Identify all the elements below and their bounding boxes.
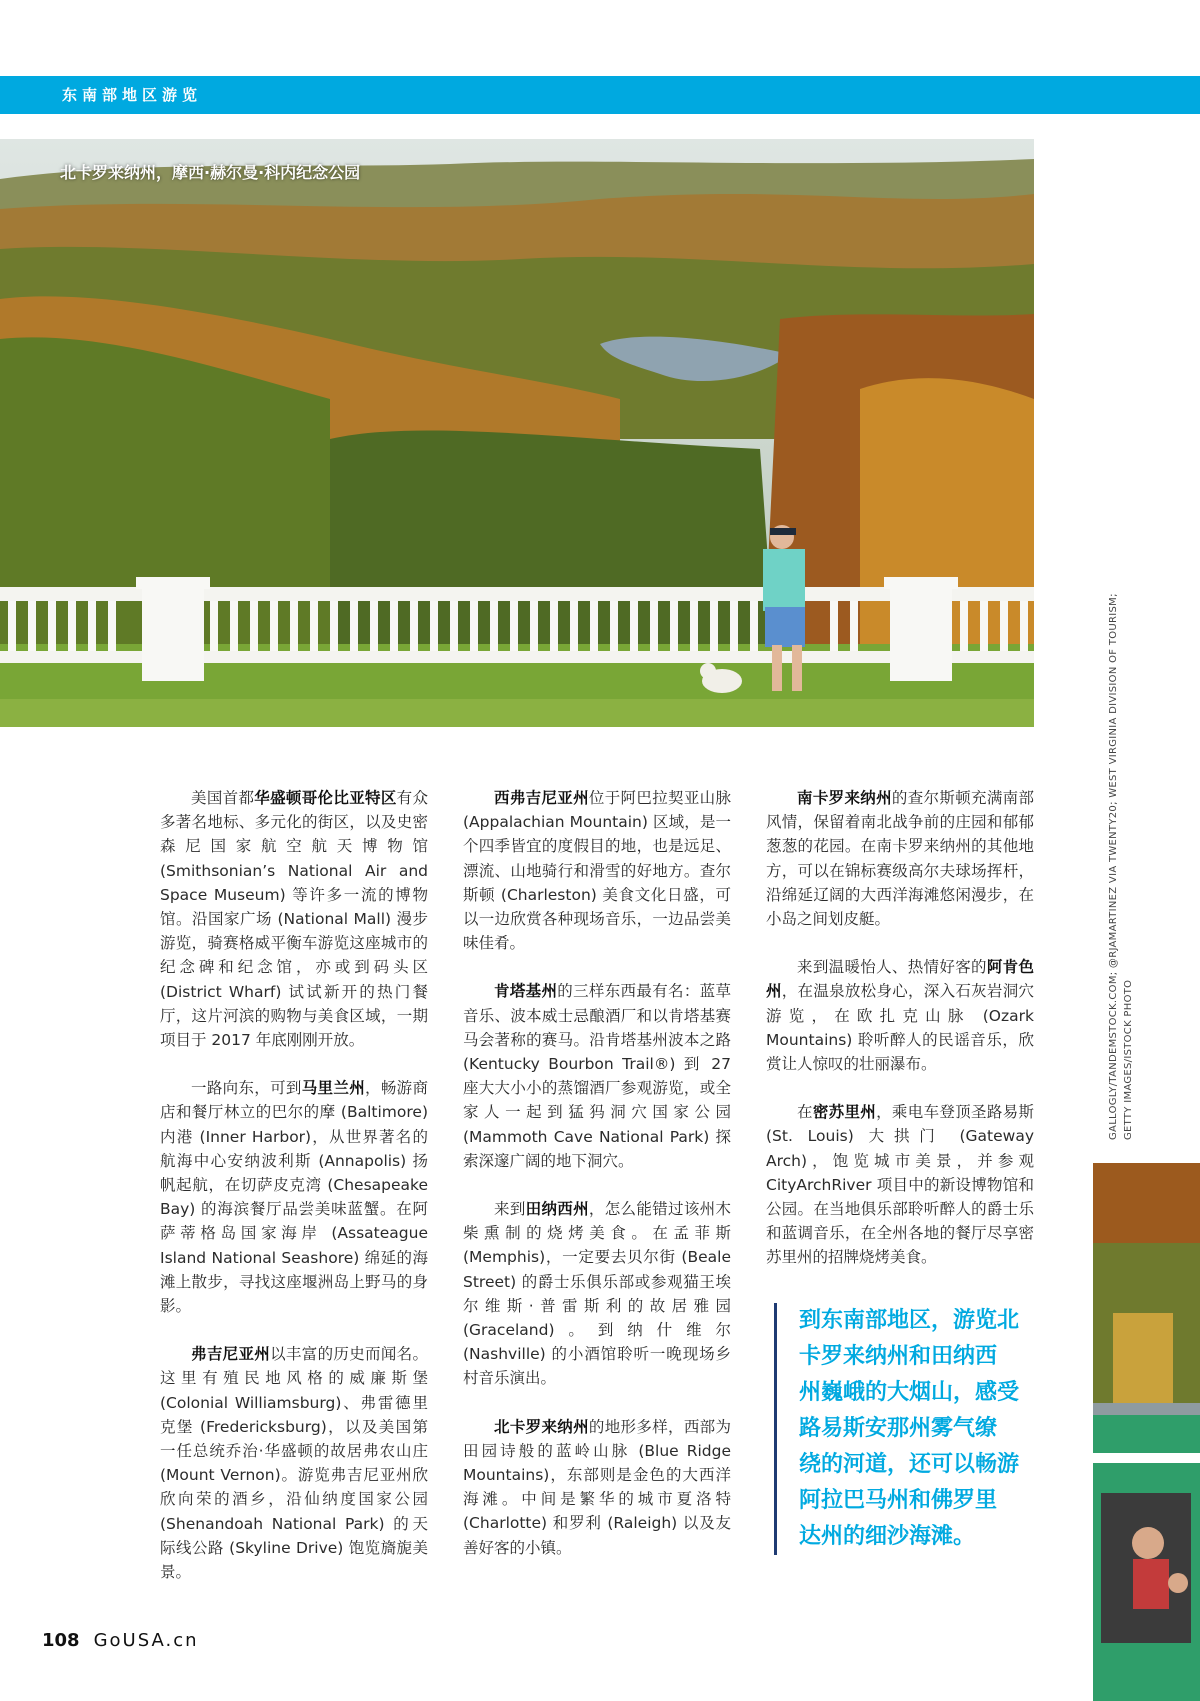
- pull-quote-line: 阿拉巴马州和佛罗里: [799, 1488, 998, 1513]
- place-name: 弗吉尼亚州: [191, 1345, 271, 1364]
- page-footer: [42, 1630, 199, 1651]
- paragraph-body: 的地形多样，西部为田园诗般的蓝岭山脉 (Blue Ridge Mountains)，东部则是金色的大西洋海滩。中间是繁华的城市夏洛特 (Charlotte) 和罗利 (Raleigh) 以及友善好客的小镇。: [463, 1417, 731, 1557]
- pull-quote-line: 达州的细沙海滩。: [799, 1524, 976, 1549]
- paragraph-body: ，怎么能错过该州木柴熏制的烧烤美食。在孟菲斯 (Memphis)，一定要去贝尔街 (Beale Street) 的爵士乐俱乐部或参观猫王埃尔维斯·普雷斯利的故居雅园 (Graceland)。到纳什维尔 (Nashville) 的小酒馆聆听一晚现场乡村音乐演出。: [463, 1200, 731, 1388]
- paragraph-virginia: [160, 1342, 428, 1584]
- pull-quote-line: 州巍峨的大烟山，感受: [799, 1380, 1020, 1405]
- place-name: 北卡罗来纳州: [494, 1417, 589, 1436]
- hero-photo: [0, 139, 1034, 727]
- site-name: GoUSA.cn: [93, 1630, 199, 1651]
- paragraph-washington-dc: [160, 786, 428, 1052]
- pull-quote-line: 路易斯安那州雾气缭: [799, 1416, 998, 1441]
- paragraph-lead: 一路向东，可到: [191, 1079, 302, 1098]
- paragraph-north-carolina: [463, 1415, 731, 1560]
- paragraph-lead: 来到: [494, 1200, 526, 1219]
- place-name: 阿肯色州: [766, 958, 1034, 1001]
- paragraph-missouri: [766, 1100, 1034, 1269]
- section-header-bar: [0, 76, 1200, 114]
- paragraph-kentucky: [463, 979, 731, 1173]
- pull-quote-line: 卡罗来纳州和田纳西: [799, 1344, 998, 1369]
- paragraph-body: ，畅游商店和餐厅林立的巴尔的摩 (Baltimore) 内港 (Inner Harbor)，从世界著名的航海中心安纳波利斯 (Annapolis) 扬帆起航，在切萨皮克湾 (Chesapeake Bay) 的海滨餐厅品尝美味蓝蟹。在阿萨蒂格岛国家海岸 (Assateague Island National Seashore) 绵延的海滩上散步，寻找这座堰洲岛上野马的身影。: [160, 1079, 428, 1316]
- paragraph-tennessee: [463, 1197, 731, 1391]
- paragraph-lead: 在: [797, 1103, 813, 1122]
- photo-credit: [1106, 580, 1142, 1140]
- paragraph-west-virginia: [463, 786, 731, 955]
- page-number: 108: [42, 1630, 80, 1651]
- paragraph-lead: 来到温暖怡人、热情好客的: [797, 958, 987, 977]
- place-name: 田纳西州: [525, 1200, 589, 1219]
- paragraph-body: ，乘电车登顶圣路易斯 (St. Louis) 大拱门 (Gateway Arch)，饱览城市美景，并参观 CityArchRiver 项目中的新设博物馆和公园。在当地俱乐部聆听醉人的爵士乐和蓝调音乐，在全州各地的餐厅尽享密苏里州的招牌烧烤美食。: [766, 1103, 1034, 1267]
- pull-quote-line: 到东南部地区，游览北: [799, 1308, 1020, 1333]
- paragraph-body: ，在温泉放松身心，深入石灰岩洞穴游览，在欧扎克山脉 (Ozark Mountains) 聆听醉人的民谣音乐，欣赏让人惊叹的壮丽瀑布。: [766, 982, 1034, 1074]
- paragraph-lead: 美国首都: [191, 789, 255, 807]
- pull-quote-line: 绕的河道，还可以畅游: [799, 1452, 1020, 1477]
- place-name: 华盛顿哥伦比亚特区: [254, 789, 397, 807]
- place-name: 马里兰州: [301, 1079, 366, 1098]
- paragraph-south-carolina: [766, 786, 1034, 931]
- paragraph-arkansas: [766, 955, 1034, 1076]
- paragraph-body: 有众多著名地标、多元化的街区，以及史密森尼国家航空航天博物馆 (Smithsonian’s National Air and Space Museum) 等许多一流的博物馆。沿国家广场 (National Mall) 漫步游览，骑赛格威平衡车游览这座城市的纪念碑和纪念馆，亦或到码头区 (District Wharf) 试试新开的热门餐厅，这片河滨的购物与美食区域，一期项目于 2017 年底刚刚开放。: [160, 789, 428, 1050]
- credit-line-2: GETTY IMAGES/ISTOCK PHOTO: [1123, 979, 1134, 1140]
- paragraph-body: 位于阿巴拉契亚山脉 (Appalachian Mountain) 区域，是一个四季皆宜的度假目的地，也是远足、漂流、山地骑行和滑雪的好地方。查尔斯顿 (Charleston) 美食文化日盛，可以一边欣赏各种现场音乐，一边品尝美味佳肴。: [463, 789, 731, 953]
- article-column-3: [766, 786, 1034, 1294]
- article-column-2: [463, 786, 731, 1584]
- place-name: 肯塔基州: [494, 982, 558, 1001]
- credit-line-1: GALLOGLY/TANDEMSTOCK.COM; @RJAMARTINEZ VIA TWENTY20; WEST VIRGINIA DIVISION OF TOURISM;: [1108, 593, 1119, 1140]
- hero-photo-illustration: [0, 139, 1034, 727]
- side-photo-trolley: [1093, 1163, 1200, 1701]
- place-name: 西弗吉尼亚州: [494, 789, 589, 807]
- article-column-1: [160, 786, 428, 1608]
- paragraph-maryland: [160, 1076, 428, 1318]
- place-name: 密苏里州: [812, 1103, 877, 1122]
- side-photo-illustration: [1093, 1163, 1200, 1701]
- paragraph-body: 以丰富的历史而闻名。这里有殖民地风格的威廉斯堡 (Colonial Williamsburg)、弗雷德里克堡 (Fredericksburg)，以及美国第一任总统乔治·华盛顿的故居弗农山庄 (Mount Vernon)。游览弗吉尼亚州欣欣向荣的酒乡，沿仙纳度国家公园 (Shenandoah National Park) 的天际线公路 (Skyline Drive) 饱览旖旎美景。: [160, 1345, 428, 1582]
- paragraph-body: 的三样东西最有名：蓝草音乐、波本威士忌酿酒厂和以肯塔基赛马会著称的赛马。沿肯塔基州波本之路 (Kentucky Bourbon Trail®) 到 27 座大大小小的蒸馏酒厂参观游览，或全家人一起到猛犸洞穴国家公园 (Mammoth Cave National Park) 探索深邃广阔的地下洞穴。: [463, 982, 731, 1170]
- place-name: 南卡罗来纳州: [797, 789, 892, 807]
- pull-quote: [774, 1303, 1081, 1555]
- paragraph-body: 的查尔斯顿充满南部风情，保留着南北战争前的庄园和郁郁葱葱的花园。在南卡罗来纳州的其他地方，可以在锦标赛级高尔夫球场挥杆，沿绵延辽阔的大西洋海滩悠闲漫步，在小岛之间划皮艇。: [766, 789, 1034, 929]
- photo-caption: 北卡罗来纳州，摩西·赫尔曼·科内纪念公园: [60, 163, 361, 182]
- section-title: 东南部地区游览: [62, 86, 203, 104]
